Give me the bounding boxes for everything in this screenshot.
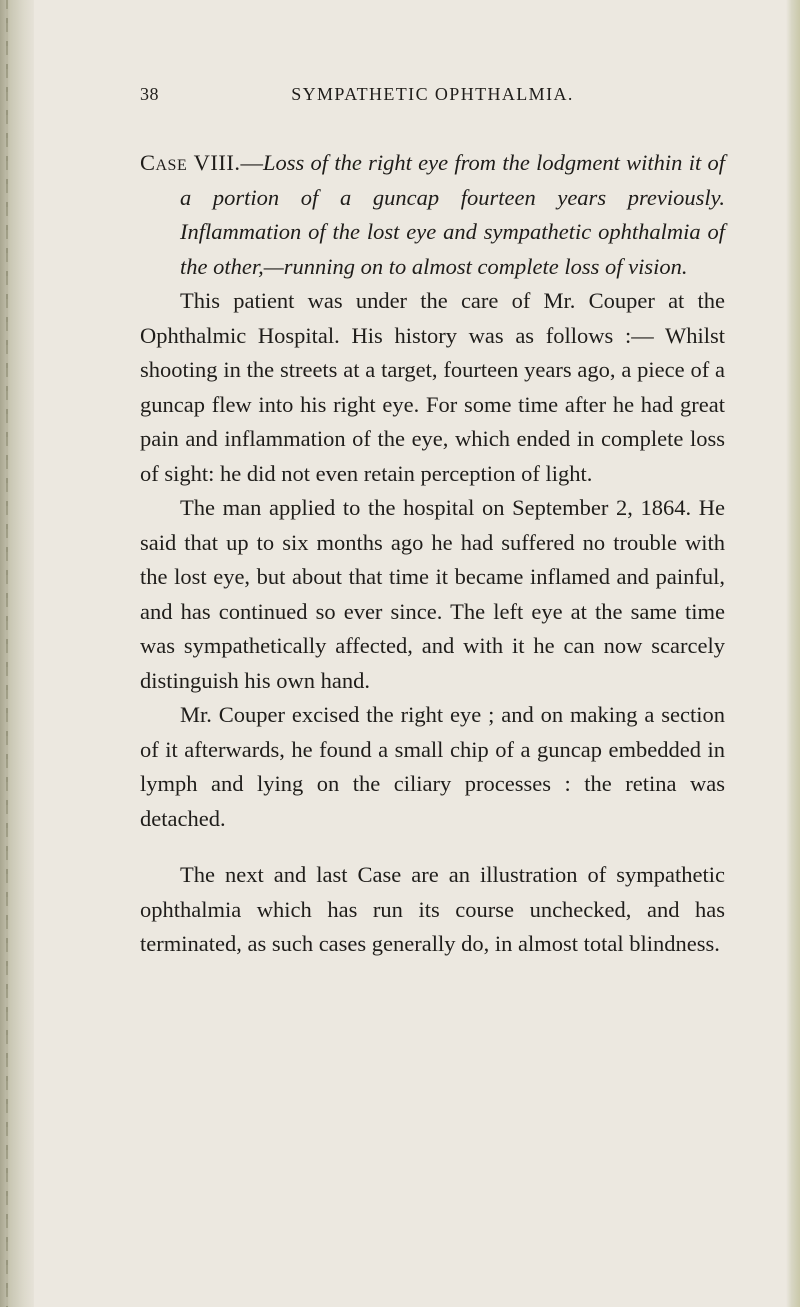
page-number: 38: [140, 84, 159, 104]
paragraph: The next and last Case are an illustration of sympathetic ophthalmia which has run its course unchecked, and has terminated, as such cases generally do, in almost total blindness.: [140, 862, 725, 956]
page-header: [140, 84, 725, 110]
body-text: [140, 146, 725, 962]
paragraph: The man applied to the hospital on September 2, 1864. He said that up to six months ago he had suffered no trouble with the lost eye, but about that time it became inflamed and painful, and has continued so ever since. The left eye at the same time was sympathetically affected, and with it he can now scarcely distinguish his own hand.: [140, 495, 725, 693]
page-edge-right: [786, 0, 800, 1307]
page-edge-left: [0, 0, 34, 1307]
case-dash: —: [240, 150, 263, 175]
case-title: Loss of the right eye from the lodgment within it of a portion of a guncap fourteen years previously. Inflammation of the lost eye and sympathetic ophthalmia of the other,—running on to almost complete loss of vision.: [180, 150, 725, 279]
paragraph: This patient was under the care of Mr. Couper at the Ophthalmic Hospital. His history was as follows :— Whilst shooting in the streets at a target, fourteen years ago, a piece of a guncap flew into his right eye. For some time after he had great pain and inflammation of the eye, which ended in complete loss of sight: he did not even retain perception of light.: [140, 288, 725, 486]
running-head: SYMPATHETIC OPHTHALMIA.: [291, 84, 574, 104]
case-heading: [140, 146, 725, 284]
paragraph: Mr. Couper excised the right eye ; and on making a section of it afterwards, he found a small chip of a guncap embedded in lymph and lying on the ciliary processes : the retina was detached.: [140, 702, 725, 831]
case-label: Case VIII.: [140, 150, 241, 175]
